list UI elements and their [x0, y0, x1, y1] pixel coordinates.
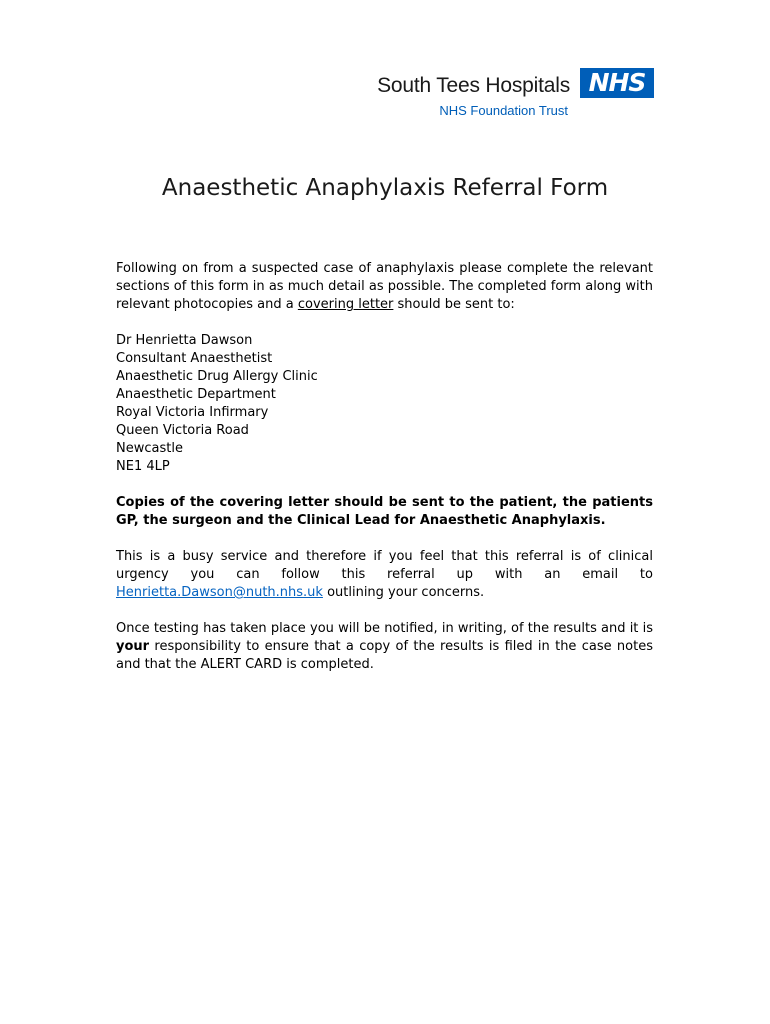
urgency-paragraph [116, 548, 653, 602]
address-line: Queen Victoria Road [116, 423, 249, 438]
intro-paragraph [116, 260, 653, 314]
intro-text-after: should be sent to: [393, 297, 515, 312]
address-line: Consultant Anaesthetist [116, 351, 273, 366]
address-block [116, 332, 653, 476]
email-link[interactable]: Henrietta.Dawson@nuth.nhs.uk [116, 585, 323, 600]
testing-paragraph [116, 620, 653, 674]
testing-text-after: responsibility to ensure that a copy of the results is filed in the case notes and that the ALERT CARD is completed. [116, 639, 653, 672]
trust-subtitle: NHS Foundation Trust [439, 103, 568, 118]
your-emphasis: your [116, 639, 150, 654]
address-line: Dr Henrietta Dawson [116, 333, 253, 348]
form-title: Anaesthetic Anaphylaxis Referral Form [161, 175, 609, 201]
urgency-text-before: This is a busy service and therefore if you feel that this referral is of clinical urgency you can follow this referral up with an email to [116, 549, 653, 582]
address-line: Anaesthetic Drug Allergy Clinic [116, 369, 318, 384]
testing-text-before: Once testing has taken place you will be notified, in writing, of the results and it is [116, 621, 653, 636]
trust-name: South Tees Hospitals [377, 74, 570, 97]
address-line: Royal Victoria Infirmary [116, 405, 269, 420]
address-line: Newcastle [116, 441, 183, 456]
address-line: NE1 4LP [116, 459, 170, 474]
trust-header [314, 68, 654, 124]
covering-letter-text: covering letter [297, 297, 394, 312]
urgency-text-after: outlining your concerns. [322, 585, 485, 600]
intro-text-before: Following on from a suspected case of anaphylaxis please complete the relevant sections of this form in as much detail as possible. The completed form along with relevant photocopies and a [116, 261, 653, 312]
copies-notice: Copies of the covering letter should be sent to the patient, the patients GP, the surgeon and the Clinical Lead for Anaesthetic Anaphylaxis. [116, 495, 653, 528]
address-line: Anaesthetic Department [116, 387, 276, 402]
document-body [116, 260, 653, 692]
nhs-logo: NHS [580, 68, 654, 98]
